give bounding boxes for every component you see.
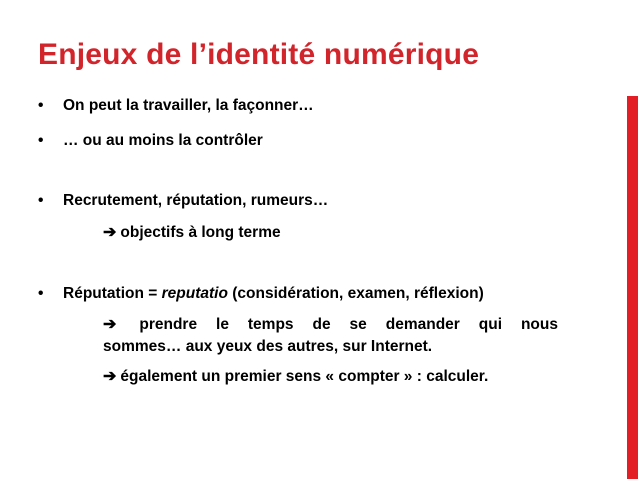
bullet-text-1: On peut la travailler, la façonner… [63,97,314,114]
sub-point-2-line-2: sommes… aux yeux des autres, sur Internet. [103,338,433,355]
bullet-text-3: Recrutement, réputation, rumeurs… [63,192,329,209]
arrow-right-icon: ➔ [103,368,117,385]
bullet-dot: • [38,132,44,149]
arrow-right-icon: ➔ [103,224,117,241]
sub-point-text-1: objectifs à long terme [120,224,281,241]
bullet-dot: • [38,285,44,302]
accent-bar [627,96,638,479]
sub-point-3 [103,367,488,387]
bullet-text-4-emphasis: reputatio [161,285,228,302]
sub-point-2-line-1 [103,315,558,335]
sub-point-1 [103,223,281,243]
bullet-dot: • [38,97,44,114]
bullet-text-4-suffix: (considération, examen, réflexion) [227,285,484,302]
bullet-text-2: … ou au moins la contrôler [63,132,263,149]
bullet-text-4-prefix: Réputation = [63,285,162,302]
bullet-dot: • [38,192,44,209]
bullet-text-4 [63,284,484,304]
sub-point-text-3: également un premier sens « compter » : calculer. [120,368,489,385]
sub-point-text-2a: prendre le temps de se demander qui nous [139,316,558,333]
arrow-right-icon: ➔ [103,316,117,333]
slide-title: Enjeux de l’identité numérique [38,38,480,71]
